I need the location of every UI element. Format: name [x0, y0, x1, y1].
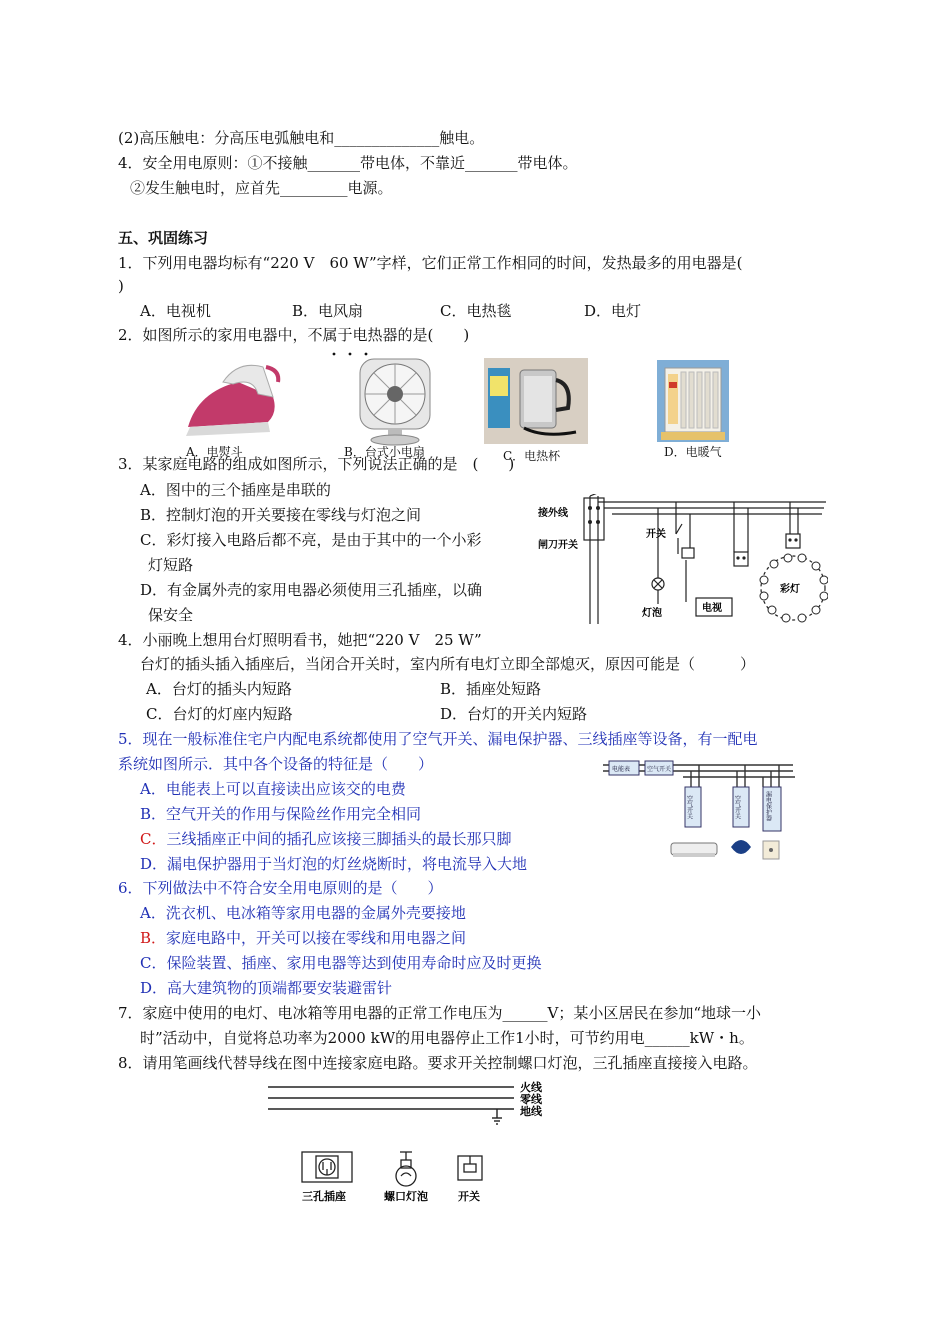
option-b: B．插座处短路 [440, 680, 542, 698]
wiring-exercise-diagram [268, 1078, 548, 1206]
label-ground-wire: 地线 [520, 1105, 542, 1118]
text-line: 4．安全用电原则：①不接触_______带电体，不靠近_______带电体。 [118, 154, 578, 172]
label-tv: 电视 [702, 603, 722, 614]
option-letter: C． [140, 830, 167, 848]
home-circuit-diagram [538, 494, 828, 624]
option-d: D．高大建筑物的顶端都要安装避雷针 [140, 979, 393, 997]
option-a: A．图中的三个插座是串联的 [140, 481, 331, 499]
text-line: ②发生触电时，应首先_________电源。 [130, 179, 393, 197]
label-meter: 电能表 [612, 766, 631, 773]
question-stem: 6．下列做法中不符合安全用电原则的是（ ） [118, 879, 443, 897]
option-c: C．保险装置、插座、家用电器等达到使用寿命时应及时更换 [140, 954, 542, 972]
label-neutral-wire: 零线 [520, 1093, 542, 1106]
question-stem: 4．小丽晚上想用台灯照明看书，她把“220 V 25 W” [118, 631, 482, 649]
label-fire-wire: 火线 [520, 1081, 542, 1094]
option-b: B．空气开关的作用与保险丝作用完全相同 [140, 805, 422, 823]
label-knife-switch: 闸刀开关 [538, 540, 578, 551]
option-text: 三线插座正中间的插孔应该接三脚插头的最长那只脚 [166, 830, 512, 848]
question-stem: 台灯的插头插入插座后，当闭合开关时，室内所有电灯立即全部熄灭，原因可能是（ ） [140, 655, 756, 673]
label-screw-bulb: 螺口灯泡 [384, 1190, 428, 1203]
option-a: A．台灯的插头内短路 [146, 680, 292, 698]
option-c: C．彩灯接入电路后都不亮，是由于其中的一个小彩 [140, 531, 482, 549]
iron-image [178, 352, 283, 447]
image-caption: A．电熨斗 [186, 445, 243, 459]
label-air-switch-1: 空气开关 [685, 795, 693, 819]
option-c: C．电热毯 [440, 302, 512, 320]
option-a: A．电能表上可以直接读出应该交的电费 [140, 780, 406, 798]
option-d-cont: 保安全 [148, 606, 194, 624]
question-stem: 1．下列用电器均标有“220 V 60 W”字样，它们正常工作相同的时间，发热最多的用电器是( [118, 254, 743, 272]
option-a: A．电视机 [140, 302, 211, 320]
question-stem: 5．现在一般标准住宅户内配电系统都使用了空气开关、漏电保护器、三线插座等设备，有一配电 [118, 730, 758, 748]
label-switch: 开关 [458, 1190, 480, 1203]
fan-image [355, 356, 435, 446]
option-text: 家庭电路中，开关可以接在零线和用电器之间 [166, 929, 467, 947]
question-stem: 8．请用笔画线代替导线在图中连接家庭电路。要求开关控制螺口灯泡，三孔插座直接接入电路。 [118, 1054, 758, 1072]
label-air-switch-2: 空气开关 [733, 795, 741, 819]
option-c: C．台灯的灯座内短路 [146, 705, 293, 723]
question-stem: 2．如图所示的家用电器中，不属于电热器的是( ) [118, 326, 470, 344]
option-b [140, 928, 466, 948]
question-line: 7．家庭中使用的电灯、电冰箱等用电器的正常工作电压为______V；某小区居民在参加“地球一小 [118, 1004, 762, 1022]
section-title: 五、巩固练习 [118, 229, 209, 247]
question-stem: 3．某家庭电路的组成如图所示，下列说法正确的是 ( ) [118, 455, 515, 473]
image-caption: B．台式小电扇 [344, 445, 425, 459]
label-leakage-protector: 漏电保护器 [764, 791, 772, 821]
option-d: D．电灯 [584, 302, 642, 320]
image-caption: C．电热杯 [503, 449, 561, 463]
question-stem: ) [118, 277, 124, 295]
option-a: A．洗衣机、电冰箱等家用电器的金属外壳要接地 [140, 904, 466, 922]
question-line: 时”活动中，自觉将总功率为2000 kW的用电器停止工作1小时，可节约用电______kW・h。 [140, 1029, 754, 1047]
option-b: B．电风扇 [292, 302, 364, 320]
kettle-image [484, 358, 588, 444]
label-string-lights: 彩灯 [780, 584, 800, 595]
label-outside-wire: 接外线 [538, 508, 568, 519]
option-letter: B． [140, 929, 167, 947]
text-line: (2)高压触电：分高压电弧触电和______________触电。 [118, 129, 485, 147]
option-d: D．漏电保护器用于当灯泡的灯丝烧断时，将电流导入大地 [140, 855, 528, 873]
image-caption: D．电暖气 [664, 445, 722, 459]
label-bulb: 灯泡 [642, 608, 662, 619]
distribution-diagram [603, 757, 799, 863]
option-d: D．有金属外壳的家用电器必须使用三孔插座，以确 [140, 581, 483, 599]
option-b: B．控制灯泡的开关要接在零线与灯泡之间 [140, 506, 422, 524]
label-three-hole-socket: 三孔插座 [302, 1190, 346, 1203]
emphasis-dots [326, 343, 376, 349]
heater-image [657, 360, 729, 442]
label-switch: 开关 [646, 529, 666, 540]
question-stem: 系统如图所示．其中各个设备的特征是（ ） [118, 755, 434, 773]
option-c [140, 829, 512, 849]
label-air-switch: 空气开关 [647, 766, 672, 773]
option-d: D．台灯的开关内短路 [440, 705, 588, 723]
option-c-cont: 灯短路 [148, 556, 194, 574]
